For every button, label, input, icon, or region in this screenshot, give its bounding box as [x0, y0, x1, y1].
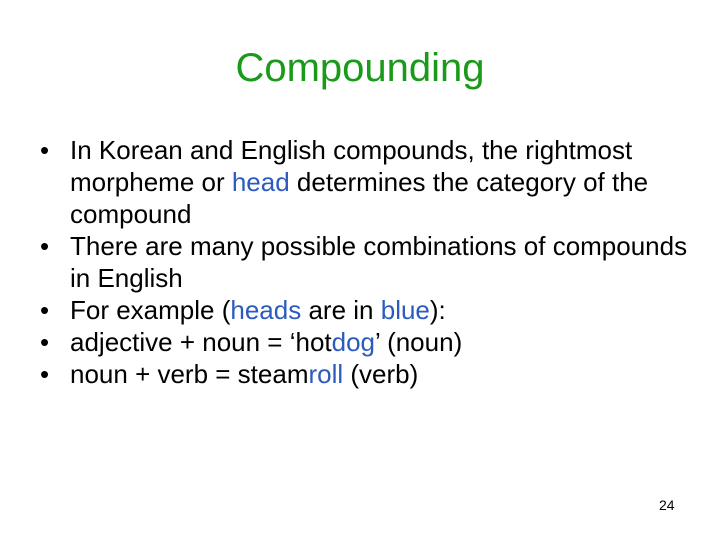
slide-title: Compounding [235, 46, 485, 90]
highlighted-word: heads [230, 295, 302, 325]
highlighted-word: blue [380, 295, 430, 325]
bullet-text: are in [301, 295, 381, 325]
bullet-text: For example ( [70, 295, 231, 325]
bullet-text: ): [429, 295, 446, 325]
bullet-text: ’ (noun) [375, 327, 463, 357]
bullet-item-example-intro [40, 294, 690, 326]
bullet-icon: • [40, 231, 50, 261]
bullet-item-combinations [40, 230, 690, 294]
bullet-text: (verb) [343, 359, 419, 389]
bullet-text: determines the category of the compound [70, 167, 649, 229]
highlighted-word: roll [308, 359, 344, 389]
bullet-item-head-definition [40, 134, 690, 230]
highlighted-word: head [231, 167, 290, 197]
bullet-icon: • [40, 135, 50, 165]
bullet-item-steamroll [40, 358, 690, 390]
bullet-icon: • [40, 295, 50, 325]
highlighted-word: dog [331, 327, 376, 357]
bullet-text: noun + verb = steam [70, 359, 309, 389]
bullet-text: adjective + noun = ‘hot [70, 327, 332, 357]
bullet-list [40, 134, 690, 390]
bullet-icon: • [40, 359, 50, 389]
bullet-text: There are many possible combinations of compounds in English [70, 231, 688, 293]
bullet-icon: • [40, 327, 50, 357]
bullet-text: In Korean and English compounds, the rightmost morpheme or [70, 135, 633, 197]
bullet-item-hotdog [40, 326, 690, 358]
page-number: 24 [659, 497, 675, 513]
